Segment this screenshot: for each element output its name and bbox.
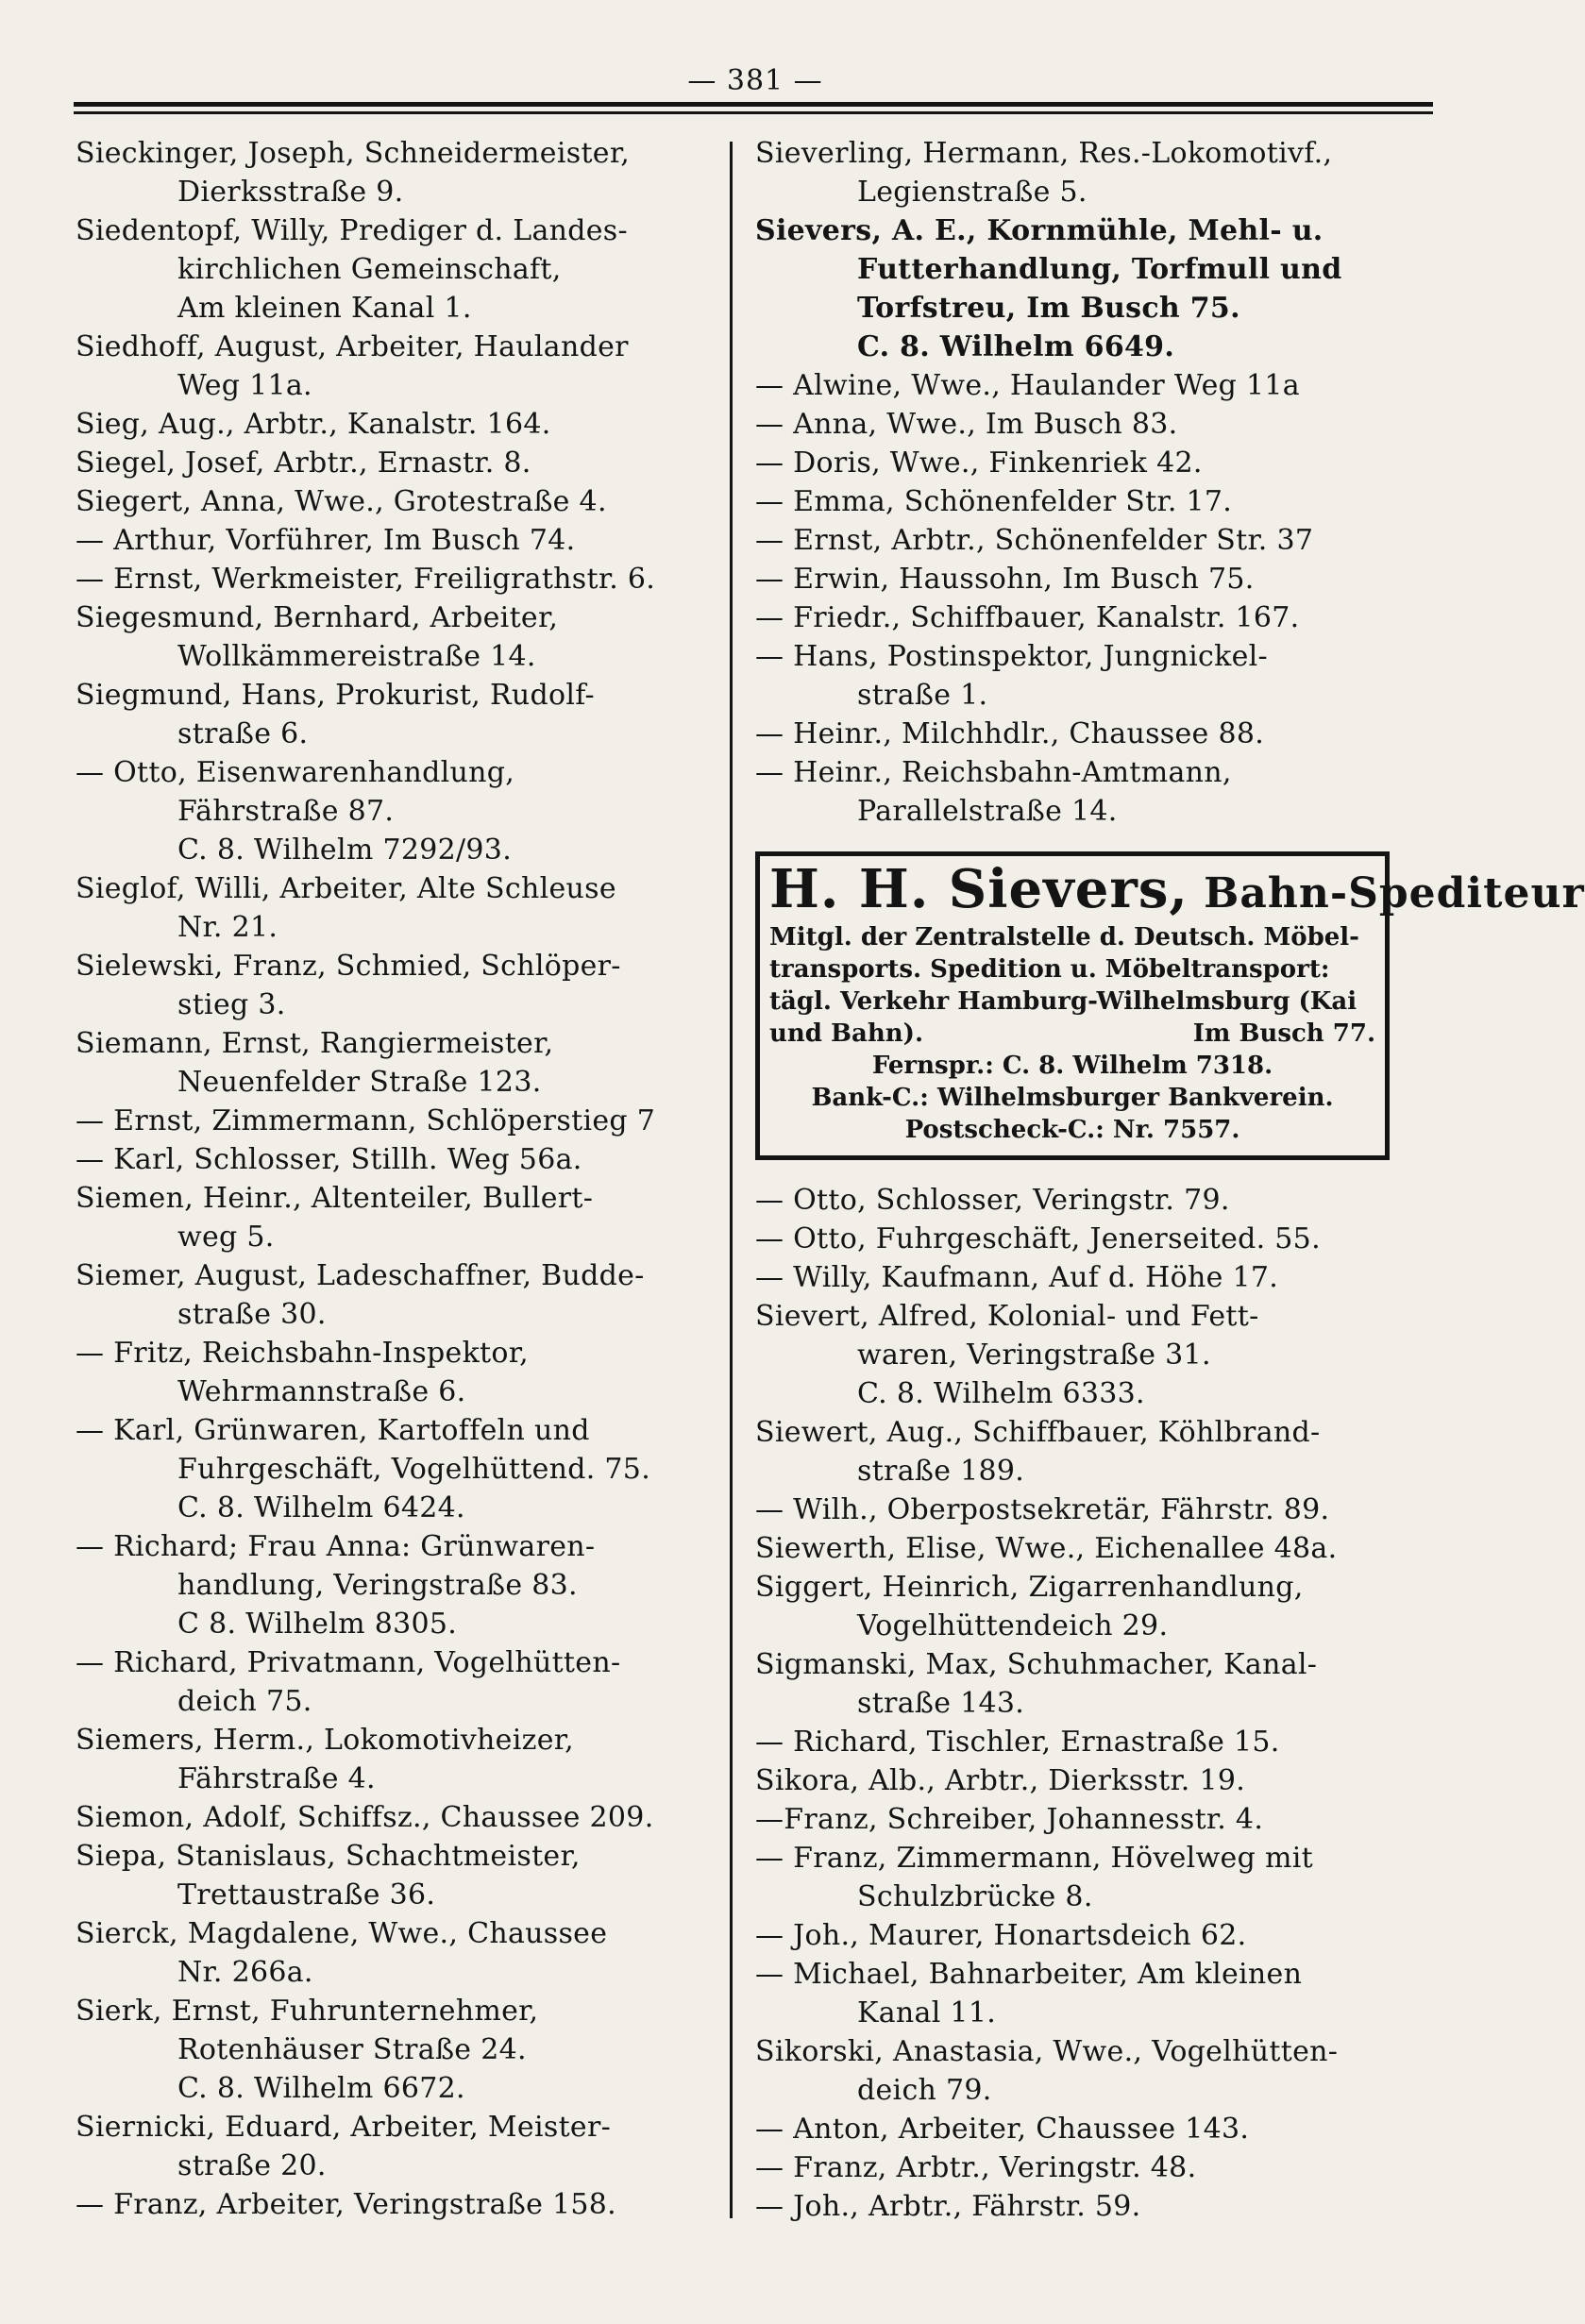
entry-name-line: Siemers, Herm., Lokomotivheizer, [76,1724,574,1757]
entry-name-line: — Richard; Frau Anna: Grünwaren- [76,1530,596,1563]
directory-entry [76,1992,717,2108]
directory-entry [755,405,1397,444]
entry-continuation-line: straße 1. [857,679,988,712]
entry-continuation-line: deich 75. [177,1685,312,1718]
directory-entry [76,947,717,1024]
entry-name-line: Sikorski, Anastasia, Wwe., Vogelhütten- [755,2035,1339,2068]
directory-entry [76,482,717,521]
entry-continuation-line: Fuhrgeschäft, Vogelhüttend. 75. [177,1453,651,1486]
directory-entry [76,405,717,444]
entry-name-line: Siewert, Aug., Schiffbauer, Köhlbrand- [755,1416,1321,1449]
directory-entry [755,1568,1397,1645]
directory-entry [755,598,1397,637]
right-column [755,134,1585,2226]
entry-continuation-line: Fährstraße 87. [177,795,395,828]
entry-name-line: Siegert, Anna, Wwe., Grotestraße 4. [76,485,607,518]
entry-name-line: — Friedr., Schiffbauer, Kanalstr. 167. [755,601,1300,634]
directory-entry [755,715,1397,753]
entry-name-line: Siemer, August, Ladeschaffner, Budde- [76,1259,645,1292]
ad-address: Im Busch 77. [1192,1019,1375,1048]
left-column [76,134,717,2224]
entry-name-line: Sieckinger, Joseph, Schneidermeister, [76,137,631,170]
header-rule-thick [74,102,1433,107]
entry-name-line: Sierck, Magdalene, Wwe., Chaussee [76,1917,608,1950]
directory-entry [76,1527,717,1643]
entry-name-line: — Karl, Schlosser, Stillh. Weg 56a. [76,1143,582,1176]
entry-continuation-line: straße 143. [857,1687,1025,1720]
directory-entry [76,1102,717,1140]
ad-line-3: tägl. Verkehr Hamburg-Wilhelmsburg (Kai [769,987,1357,1016]
directory-entry [755,753,1397,831]
entry-name-line: — Otto, Fuhrgeschäft, Jenerseited. 55. [755,1222,1321,1255]
entry-continuation-line: C. 8. Wilhelm 6649. [857,330,1175,363]
entry-continuation-line: straße 30. [177,1298,327,1331]
entry-continuation-line: handlung, Veringstraße 83. [177,1569,578,1602]
directory-entry [755,1800,1397,1839]
entry-continuation-line: Rotenhäuser Straße 24. [177,2033,527,2066]
directory-entry [76,1798,717,1837]
directory-entry [755,1220,1397,1258]
entry-continuation-line: Parallelstraße 14. [857,795,1118,828]
directory-entry [755,2110,1397,2148]
entry-name-line: — Ernst, Arbtr., Schönenfelder Str. 37 [755,524,1314,557]
directory-entry [76,2108,717,2185]
entry-continuation-line: Nr. 21. [177,911,278,944]
entry-continuation-line: waren, Veringstraße 31. [857,1339,1211,1372]
entry-name-line: — Joh., Maurer, Honartsdeich 62. [755,1919,1247,1952]
directory-entry [76,2185,717,2224]
directory-entry [755,1645,1397,1723]
directory-entry [755,1916,1397,1955]
entry-name-line: Siegmund, Hans, Prokurist, Rudolf- [76,679,595,712]
directory-entry [76,1411,717,1527]
entry-name-line: Sikora, Alb., Arbtr., Dierksstr. 19. [755,1764,1246,1797]
directory-entry [755,366,1397,405]
entry-name-line: Siedhoff, August, Arbeiter, Haulander [76,330,629,363]
directory-entry [76,1179,717,1256]
entry-name-line: — Doris, Wwe., Finkenriek 42. [755,446,1203,480]
directory-entry [755,637,1397,715]
entry-continuation-line: C. 8. Wilhelm 6333. [857,1377,1145,1410]
directory-entry [76,1914,717,1992]
advertisement-box [755,851,1585,1160]
directory-entry [76,676,717,753]
entry-continuation-line: Futterhandlung, Torfmull und [857,253,1342,286]
directory-entry [76,1024,717,1102]
ad-postcheck: Postscheck-C.: Nr. 7557. [904,1116,1240,1144]
ad-company-name: H. H. Sievers, [769,858,1189,920]
entry-name-line: Siemann, Ernst, Rangiermeister, [76,1027,554,1060]
directory-entry [76,1256,717,1334]
entry-continuation-line: weg 5. [177,1221,275,1254]
entry-continuation-line: Trettaustraße 36. [177,1878,436,1911]
entry-name-line: Sielewski, Franz, Schmied, Schlöper- [76,950,621,983]
entry-continuation-line: Wollkämmereistraße 14. [177,640,536,673]
entry-continuation-line: kirchlichen Gemeinschaft, [177,253,562,286]
entry-name-line: — Franz, Arbeiter, Veringstraße 158. [76,2188,616,2221]
ad-line-2: transports. Spedition u. Möbeltransport: [769,955,1330,984]
directory-entry [755,134,1397,211]
entry-name-line: — Otto, Schlosser, Veringstr. 79. [755,1184,1230,1217]
entry-name-line: — Ernst, Werkmeister, Freiligrathstr. 6. [76,563,656,596]
entry-name-line: — Arthur, Vorführer, Im Busch 74. [76,524,576,557]
directory-entry [755,1297,1397,1413]
entry-name-line: — Wilh., Oberpostsekretär, Fährstr. 89. [755,1493,1330,1526]
directory-entry [76,211,717,328]
entry-name-line: Sigmanski, Max, Schuhmacher, Kanal- [755,1648,1318,1681]
entry-continuation-line: Kanal 11. [857,1996,997,2029]
ad-phone: Fernspr.: C. 8. Wilhelm 7318. [871,1052,1273,1080]
entry-name-line: — Willy, Kaufmann, Auf d. Höhe 17. [755,1261,1279,1294]
directory-entry [755,211,1397,366]
entry-name-line: — Karl, Grünwaren, Kartoffeln und [76,1414,590,1447]
directory-entry [755,1955,1397,2032]
entry-name-line: Sievert, Alfred, Kolonial- und Fett- [755,1300,1259,1333]
entry-continuation-line: deich 79. [857,2074,992,2107]
entry-name-line: — Richard, Privatmann, Vogelhütten- [76,1646,621,1679]
entry-name-line: — Michael, Bahnarbeiter, Am kleinen [755,1958,1303,1991]
directory-entry [76,1721,717,1798]
entry-continuation-line: straße 6. [177,717,309,750]
directory-entry [755,521,1397,560]
entry-continuation-line: Nr. 266a. [177,1956,313,1989]
entry-continuation-line: Neuenfelder Straße 123. [177,1066,542,1099]
entry-continuation-line: Fährstraße 4. [177,1762,376,1795]
directory-entry [76,753,717,869]
entry-name-line: Sievers, A. E., Kornmühle, Mehl- u. [755,214,1324,247]
entry-continuation-line: C. 8. Wilhelm 7292/93. [177,834,513,867]
entry-continuation-line: straße 189. [857,1455,1025,1488]
directory-entry [755,2187,1397,2226]
ad-title [769,858,1585,921]
entry-continuation-line: C. 8. Wilhelm 6424. [177,1491,465,1524]
entry-name-line: — Richard, Tischler, Ernastraße 15. [755,1726,1280,1759]
ad-company-trade: Bahn-Spediteur [1204,869,1585,918]
directory-entry [76,1643,717,1721]
ad-line-4 [769,1018,1375,1050]
entry-name-line: —Franz, Schreiber, Johannesstr. 4. [755,1803,1264,1836]
directory-entry [755,1529,1397,1568]
entry-continuation-line: Schulzbrücke 8. [857,1880,1093,1913]
directory-entry [76,444,717,482]
directory-entry [755,1181,1397,1220]
entry-continuation-line: Am kleinen Kanal 1. [177,292,472,325]
entry-continuation-line: Legienstraße 5. [857,176,1088,209]
column-divider [730,142,733,2218]
directory-entry [755,2032,1397,2110]
entry-name-line: Siemen, Heinr., Altenteiler, Bullert- [76,1182,594,1215]
directory-entry [755,482,1397,521]
directory-entry [76,521,717,560]
directory-entry [76,134,717,211]
directory-entry [76,560,717,598]
entry-name-line: — Joh., Arbtr., Fährstr. 59. [755,2190,1141,2223]
entry-name-line: — Alwine, Wwe., Haulander Weg 11a [755,369,1300,402]
entry-name-line: Siegesmund, Bernhard, Arbeiter, [76,601,559,634]
entry-name-line: Siggert, Heinrich, Zigarrenhandlung, [755,1571,1304,1604]
entry-name-line: — Otto, Eisenwarenhandlung, [76,756,515,789]
entry-continuation-line: Wehrmannstraße 6. [177,1375,466,1408]
ad-line-1: Mitgl. der Zentralstelle d. Deutsch. Möbel- [769,923,1359,951]
entry-name-line: — Anna, Wwe., Im Busch 83. [755,408,1178,441]
page-number: — 381 — [687,64,823,97]
header-rule-thin [74,111,1433,114]
directory-entry [755,1839,1397,1916]
entry-name-line: Siegel, Josef, Arbtr., Ernastr. 8. [76,446,531,480]
entry-continuation-line: Dierksstraße 9. [177,176,404,209]
entry-name-line: Siedentopf, Willy, Prediger d. Landes- [76,214,628,247]
ad-bank: Bank-C.: Wilhelmsburger Bankverein. [811,1084,1334,1112]
entry-name-line: Siernicki, Eduard, Arbeiter, Meister- [76,2111,612,2144]
entry-continuation-line: C. 8. Wilhelm 6672. [177,2072,465,2105]
right-entries-bottom [755,1181,1397,2226]
entry-name-line: — Franz, Zimmermann, Hövelweg mit [755,1842,1313,1875]
directory-entry [755,1761,1397,1800]
directory-entry [76,869,717,947]
directory-entry [76,328,717,405]
entry-continuation-line: stieg 3. [177,988,286,1021]
right-entries-top [755,134,1397,831]
entry-continuation-line: straße 20. [177,2149,327,2182]
entry-name-line: Siemon, Adolf, Schiffsz., Chaussee 209. [76,1801,654,1834]
entry-name-line: — Fritz, Reichsbahn-Inspektor, [76,1337,529,1370]
entry-name-line: — Franz, Arbtr., Veringstr. 48. [755,2151,1197,2184]
directory-entry [755,444,1397,482]
entry-name-line: — Ernst, Zimmermann, Schlöperstieg 7 [76,1104,656,1137]
directory-entry [76,1140,717,1179]
entry-name-line: — Heinr., Reichsbahn-Amtmann, [755,756,1232,789]
directory-entry [76,1837,717,1914]
entry-name-line: Sierk, Ernst, Fuhrunternehmer, [76,1995,539,2028]
ad-line-4-left: und Bahn). [769,1019,924,1048]
directory-entry [76,1334,717,1411]
entry-name-line: — Heinr., Milchhdlr., Chaussee 88. [755,717,1265,750]
entry-continuation-line: Weg 11a. [177,369,312,402]
entry-name-line: Siewerth, Elise, Wwe., Eichenallee 48a. [755,1532,1338,1565]
entry-name-line: — Erwin, Haussohn, Im Busch 75. [755,563,1255,596]
directory-entry [755,2148,1397,2187]
entry-name-line: — Anton, Arbeiter, Chaussee 143. [755,2113,1250,2146]
entry-name-line: Sieglof, Willi, Arbeiter, Alte Schleuse [76,872,616,905]
entry-name-line: — Hans, Postinspektor, Jungnickel- [755,640,1268,673]
directory-entry [755,560,1397,598]
entry-continuation-line: C 8. Wilhelm 8305. [177,1608,458,1641]
directory-entry [755,1413,1397,1490]
directory-entry [76,598,717,676]
directory-entry [755,1258,1397,1297]
directory-entry [755,1490,1397,1529]
entry-continuation-line: Vogelhüttendeich 29. [857,1609,1169,1642]
entry-name-line: — Emma, Schönenfelder Str. 17. [755,485,1233,518]
entry-name-line: Siepa, Stanislaus, Schachtmeister, [76,1840,581,1873]
entry-name-line: Sieg, Aug., Arbtr., Kanalstr. 164. [76,408,551,441]
entry-continuation-line: Torfstreu, Im Busch 75. [857,292,1240,325]
directory-entry [755,1723,1397,1761]
entry-name-line: Sieverling, Hermann, Res.-Lokomotivf., [755,137,1333,170]
